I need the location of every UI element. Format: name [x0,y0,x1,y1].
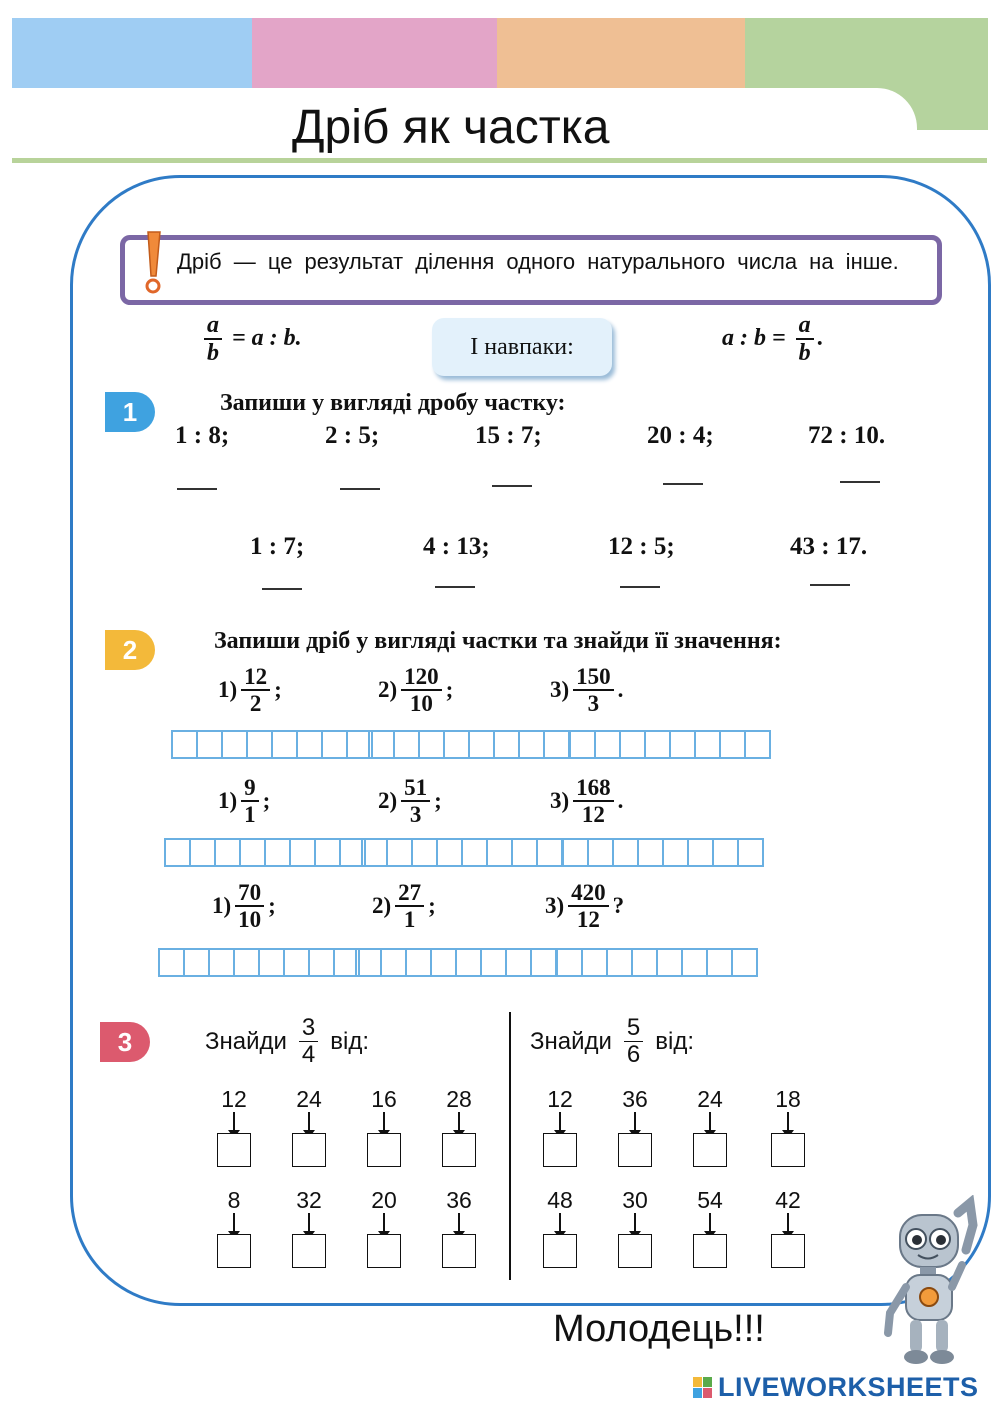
answer-box[interactable] [771,1234,805,1268]
answer-box[interactable] [543,1234,577,1268]
find-fraction-right: Знайди $\frac{5}{6}$ від: [530,1014,695,1069]
answer-box[interactable] [367,1133,401,1167]
praise-text: Молодець!!! [553,1308,765,1350]
arrow-icon [308,1112,310,1132]
answer-line[interactable] [262,588,302,590]
answer-cells[interactable] [363,838,563,867]
answer-cells[interactable] [558,948,758,977]
arrow-icon [559,1112,561,1132]
answer-cells[interactable] [357,948,557,977]
number-label: 18 [775,1086,801,1112]
number-label: 28 [446,1086,472,1112]
arrow-icon [709,1112,711,1132]
answer-box[interactable] [292,1133,326,1167]
answer-box[interactable] [543,1133,577,1167]
page-title: Дріб як частка [292,101,610,154]
answer-line[interactable] [620,586,660,588]
number-label: 16 [371,1086,397,1112]
arrow-icon [709,1213,711,1233]
fraction-item: 1) $\frac{12}{2}$ ; [218,664,282,717]
answer-line[interactable] [840,481,880,483]
arrow-icon [308,1213,310,1233]
fraction-item: 3) $\frac{150}{3}$ . [550,664,624,717]
answer-line[interactable] [810,584,850,586]
division-item: 4 : 13; [423,533,490,560]
answer-cells[interactable] [166,838,366,867]
column-divider [509,1012,511,1280]
title-underline [12,158,987,163]
rule-box [120,235,942,305]
answer-cells[interactable] [564,838,764,867]
header-bar-blue [12,18,252,88]
answer-cells[interactable] [160,948,360,977]
fraction-item: 3) $\frac{168}{12}$ . [550,775,624,828]
fraction-item: 3) $\frac{420}{12}$ ? [545,880,625,933]
division-item: 43 : 17. [790,533,868,560]
division-item: 1 : 8; [175,422,230,449]
number-label: 54 [697,1187,723,1213]
answer-box[interactable] [693,1234,727,1268]
fraction-item: 1) $\frac{9}{1}$ ; [218,775,271,828]
robot-icon [878,1195,988,1370]
brand-logo: LIVEWORKSHEETS [718,1372,979,1402]
answer-box[interactable] [618,1133,652,1167]
number-label: 20 [371,1187,397,1213]
task-number-badge: 1 [105,392,155,432]
answer-line[interactable] [492,485,532,487]
task1-instruction: Запиши у вигляді дробу частку: [220,390,566,416]
formula-left: $\frac{a}{b}$ = a : b. [200,312,302,367]
number-label: 8 [227,1187,241,1213]
arrow-icon [458,1112,460,1132]
arrow-icon [559,1213,561,1233]
answer-box[interactable] [618,1234,652,1268]
answer-cells[interactable] [173,730,373,759]
header-bar-orange [497,18,745,88]
number-label: 36 [622,1086,648,1112]
header-bar-pink [252,18,497,88]
answer-cells[interactable] [571,730,771,759]
answer-box[interactable] [217,1133,251,1167]
number-label: 48 [547,1187,573,1213]
number-label: 24 [697,1086,723,1112]
arrow-icon [383,1112,385,1132]
answer-box[interactable] [442,1234,476,1268]
task2-instruction: Запиши дріб у вигляді частки та знайди її значення: [214,628,782,654]
answer-box[interactable] [367,1234,401,1268]
number-label: 24 [296,1086,322,1112]
division-item: 15 : 7; [475,422,542,449]
division-item: 2 : 5; [325,422,380,449]
conversely-label: І навпаки: [432,318,612,376]
answer-box[interactable] [217,1234,251,1268]
number-label: 42 [775,1187,801,1213]
number-label: 12 [221,1086,247,1112]
arrow-icon [233,1112,235,1132]
answer-line[interactable] [435,586,475,588]
fraction-item: 1) $\frac{70}{10}$ ; [212,880,276,933]
arrow-icon [634,1213,636,1233]
exclamation-icon [138,228,168,298]
division-item: 20 : 4; [647,422,714,449]
task-number-badge: 2 [105,630,155,670]
arrow-icon [634,1112,636,1132]
arrow-icon [458,1213,460,1233]
answer-box[interactable] [442,1133,476,1167]
number-label: 36 [446,1187,472,1213]
division-item: 12 : 5; [608,533,675,560]
fraction-item: 2) $\frac{51}{3}$ ; [378,775,442,828]
logo-icon [693,1377,713,1399]
formula-right: a : b = $\frac{a}{b}$ . [722,312,824,367]
answer-box[interactable] [292,1234,326,1268]
answer-line[interactable] [663,483,703,485]
division-item: 72 : 10. [808,422,886,449]
answer-line[interactable] [177,488,217,490]
fraction-item: 2) $\frac{27}{1}$ ; [372,880,436,933]
number-label: 32 [296,1187,322,1213]
answer-cells[interactable] [370,730,570,759]
number-label: 30 [622,1187,648,1213]
answer-box[interactable] [693,1133,727,1167]
answer-line[interactable] [340,488,380,490]
rule-text: Дріб — це результат ділення одного натурального числа на інше. [177,249,899,274]
number-label: 12 [547,1086,573,1112]
division-item: 1 : 7; [250,533,305,560]
arrow-icon [383,1213,385,1233]
arrow-icon [787,1112,789,1132]
find-fraction-left: Знайди $\frac{3}{4}$ від: [205,1014,370,1069]
answer-box[interactable] [771,1133,805,1167]
arrow-icon [233,1213,235,1233]
task-number-badge: 3 [100,1022,150,1062]
arrow-icon [787,1213,789,1233]
fraction-item: 2) $\frac{120}{10}$ ; [378,664,454,717]
